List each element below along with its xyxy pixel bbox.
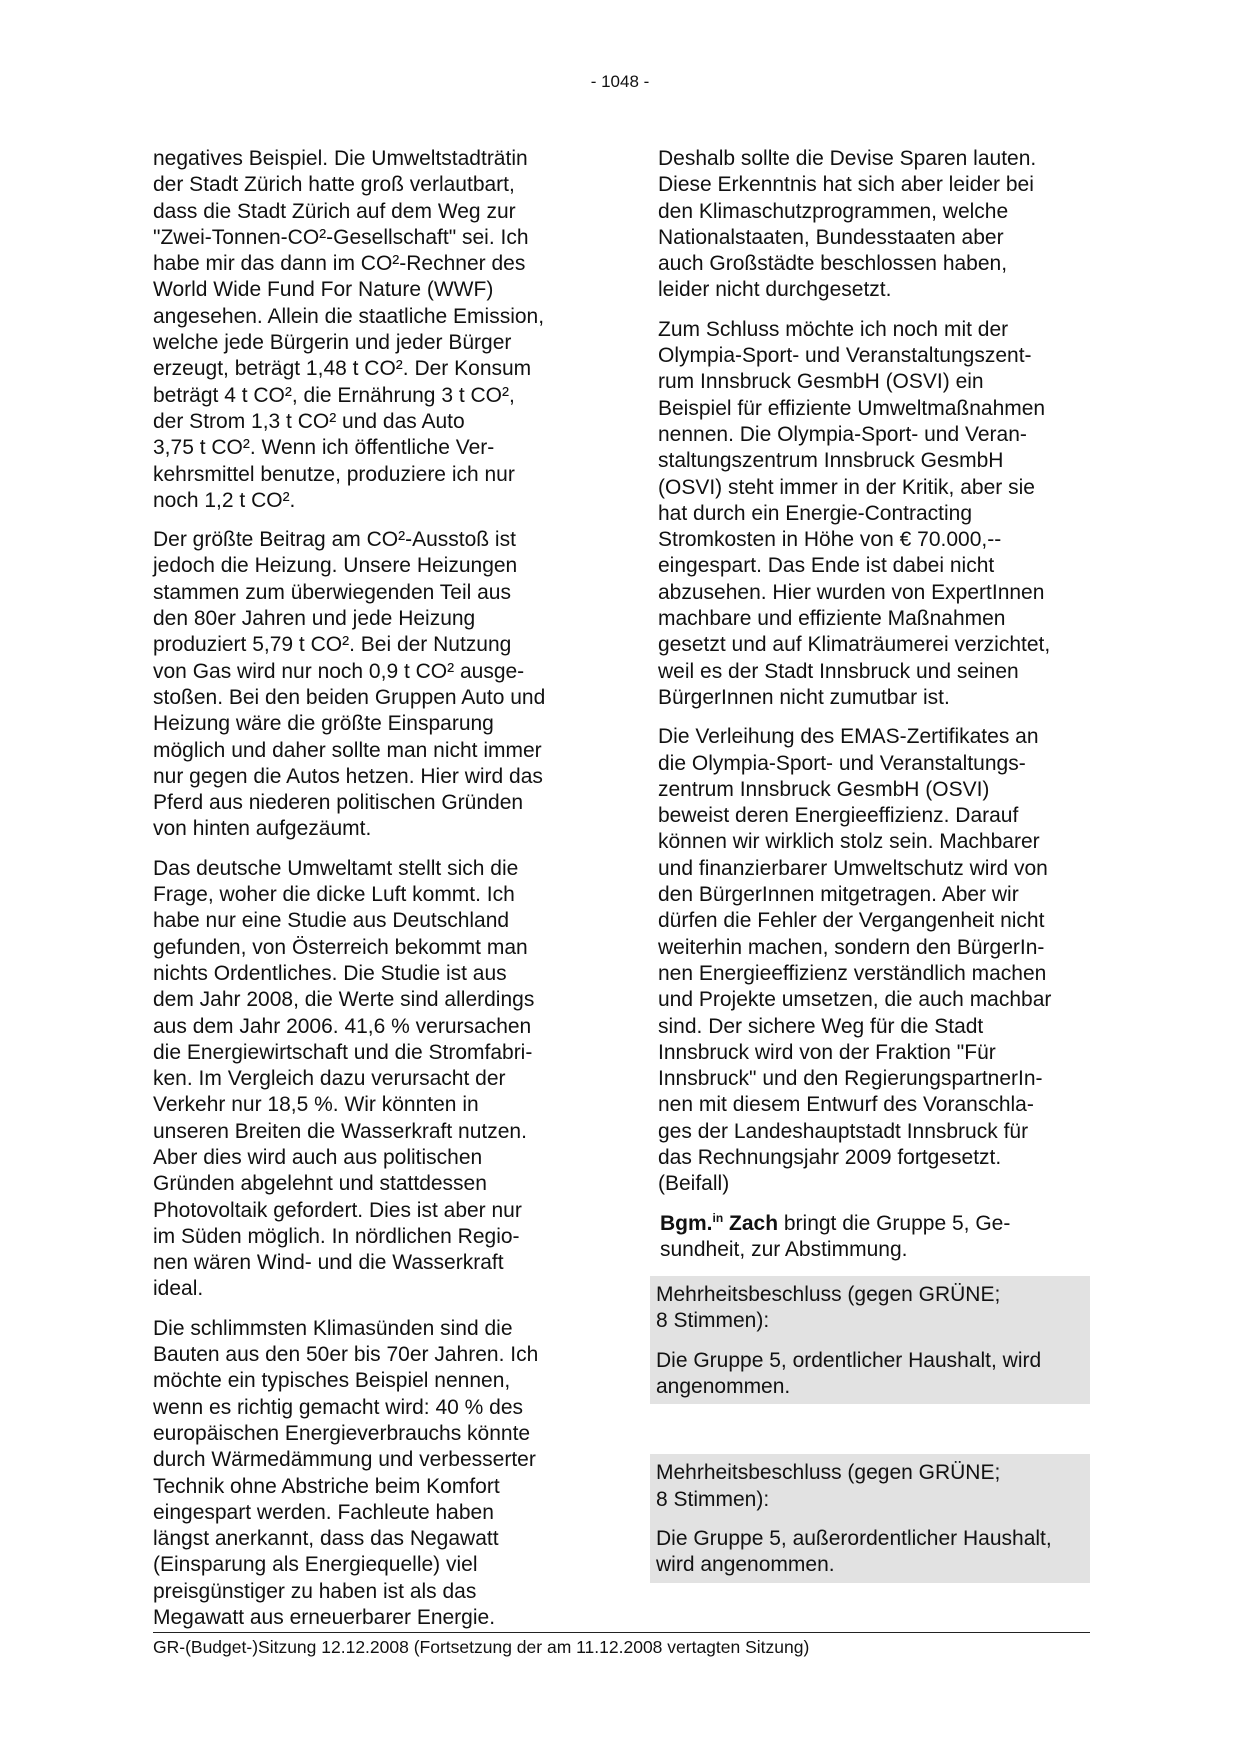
paragraph: negatives Beispiel. Die Umweltstadträtin der Stadt Zürich hatte groß verlautbart, dass die Stadt Zürich auf dem Weg zur "Zwei-Tonnen-CO²-Gesellschaft" sei. Ich habe mir das dann im CO²-Rechner des World Wide Fund For Nature (WWF) angesehen. Allein die staatliche Emission, welche jede Bürgerin und jeder Bürger erzeugt, beträgt 1,48 t CO². Der Konsum beträgt 4 t CO², die Ernährung 3 t CO², der Strom 1,3 t CO² und das Auto 3,75 t CO². Wenn ich öffentliche Ver- kehrsmittel benutze, produziere ich nur noch 1,2 t CO². bbox=[153, 147, 545, 512]
speaker-text: bringt die Gruppe 5, Ge- sundheit, zur Abstimmung. bbox=[660, 1211, 1011, 1261]
paragraph: Der größte Beitrag am CO²-Ausstoß ist jedoch die Heizung. Unsere Heizungen stammen zum überwiegenden Teil aus den 80er Jahren und jede Heizung produziert 5,79 t CO². Bei der Nutzung von Gas wird nur noch 0,9 t CO² ausge- stoßen. Bei den beiden Gruppen Auto und Heizung wäre die größte Einsparung möglich und daher sollte man nicht immer nur gegen die Autos hetzen. Hier wird das Pferd aus niederen politischen Gründen von hinten aufgezäumt. bbox=[153, 528, 546, 841]
page-number: - 1048 - bbox=[590, 72, 650, 91]
paragraph: Die Verleihung des EMAS-Zertifikates an die Olympia-Sport- und Veranstaltungs- zentrum Innsbruck GesmbH (OSVI) beweist deren Energieeffizienz. Darauf können wir wirklich stolz sein. Machbarer und finanzierbarer Umweltschutz wird von den BürgerInnen mitgetragen. Aber wir dürfen die Fehler der Vergangenheit nicht weiterhin machen, sondern den BürgerIn- nen Energieeffizienz verständlich machen und Projekte umsetzen, die auch machbar sind. Der sichere Weg für die Stadt Innsbruck wird von der Fraktion "Für Innsbruck" und den RegierungspartnerIn- nen mit diesem Entwurf des Voranschla- ges der Landeshauptstadt Innsbruck für das Rechnungsjahr 2009 fortgesetzt. (Beifall) bbox=[658, 725, 1052, 1196]
paragraph: Das deutsche Umweltamt stellt sich die Frage, woher die dicke Luft kommt. Ich habe nur eine Studie aus Deutschland gefunden, von Österreich bekommt man nichts Ordentliches. Die Studie ist aus dem Jahr 2008, die Werte sind allerdings aus dem Jahr 2006. 41,6 % verursachen die Energiewirtschaft und die Stromfabri- ken. Im Vergleich dazu verursacht der Verkehr nur 18,5 %. Wir könnten in unseren Breiten die Wasserkraft nutzen. Aber dies wird auch aus politischen Gründen abgelehnt und stattdessen Photovoltaik gefordert. Dies ist aber nur im Süden möglich. In nördlichen Regio- nen wären Wind- und die Wasserkraft ideal. bbox=[153, 856, 535, 1301]
speaker-name: Zach bbox=[729, 1211, 779, 1235]
paragraph: Deshalb sollte die Devise Sparen lauten. Diese Erkenntnis hat sich aber leider bei den Klimaschutzprogrammen, welche Nationalstaaten, Bundesstaaten aber auch Großstädte beschlossen haben, leider nicht durchgesetzt. bbox=[658, 147, 1037, 302]
speaker-title: Bgm. bbox=[660, 1211, 713, 1235]
right-column bbox=[658, 146, 1100, 1583]
speaker-paragraph bbox=[660, 1211, 1100, 1264]
resolution-result: Die Gruppe 5, ordentlicher Haushalt, wird angenommen. bbox=[656, 1348, 1042, 1399]
resolution-result: Die Gruppe 5, außerordentlicher Haushalt, wird angenommen. bbox=[656, 1526, 1052, 1577]
resolution-vote: Mehrheitsbeschluss (gegen GRÜNE; 8 Stimmen): bbox=[656, 1283, 1001, 1333]
footer-divider bbox=[153, 1632, 1090, 1633]
spacer bbox=[658, 1404, 1100, 1454]
resolution-box bbox=[650, 1276, 1090, 1404]
paragraph: Zum Schluss möchte ich noch mit der Olympia-Sport- und Veranstaltungszent- rum Innsbruck GesmbH (OSVI) ein Beispiel für effiziente Umweltmaßnahmen nennen. Die Olympia-Sport- und Veran- staltungszentrum Innsbruck GesmbH (OSVI) steht immer in der Kritik, aber sie hat durch ein Energie-Contracting Stromkosten in Höhe von € 70.000,-- eingespart. Das Ende ist dabei nicht abzusehen. Hier wurden von ExpertInnen machbare und effiziente Maßnahmen gesetzt und auf Klimaträumerei verzichtet, weil es der Stadt Innsbruck und seinen BürgerInnen nicht zumutbar ist. bbox=[658, 317, 1051, 709]
speaker-title-superscript: in bbox=[712, 1210, 724, 1225]
resolution-box bbox=[650, 1454, 1090, 1582]
footer: GR-(Budget-)Sitzung 12.12.2008 (Fortsetzung der am 11.12.2008 vertagten Sitzung) bbox=[153, 1637, 810, 1657]
left-column bbox=[153, 146, 593, 1644]
paragraph: Die schlimmsten Klimasünden sind die Bauten aus den 50er bis 70er Jahren. Ich möchte ein typisches Beispiel nennen, wenn es richtig gemacht wird: 40 % des europäischen Energieverbrauchs könnte durch Wärmedämmung und verbesserter Technik ohne Abstriche beim Komfort eingespart werden. Fachleute haben längst anerkannt, dass das Negawatt (Einsparung als Energiequelle) viel preisgünstiger zu haben ist als das Megawatt aus erneuerbarer Energie. bbox=[153, 1316, 539, 1630]
resolution-vote: Mehrheitsbeschluss (gegen GRÜNE; 8 Stimmen): bbox=[656, 1461, 1001, 1511]
